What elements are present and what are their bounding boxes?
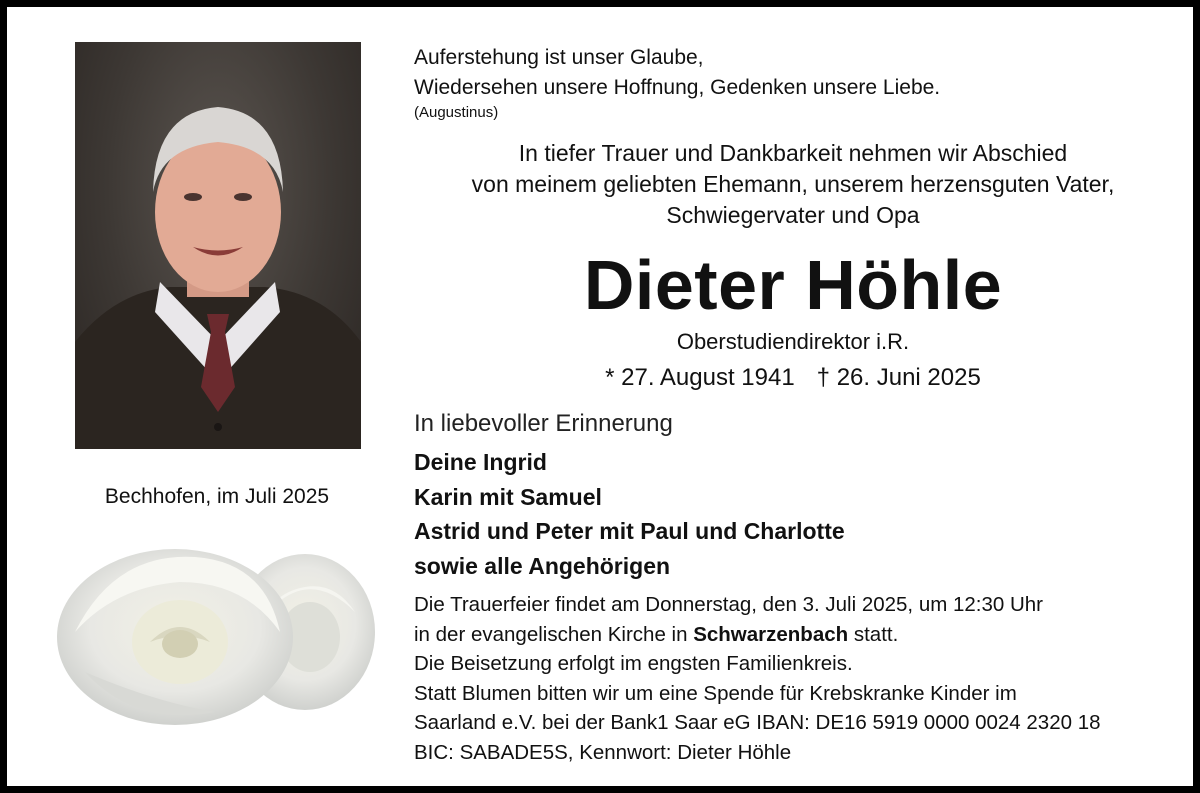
info-line xyxy=(414,620,1101,650)
service-info xyxy=(414,590,1101,767)
family-list xyxy=(414,445,845,583)
church-location: Schwarzenbach xyxy=(693,622,849,646)
life-dates xyxy=(402,364,1184,392)
place-and-date: Bechhofen, im Juli 2025 xyxy=(104,485,330,508)
portrait-photo xyxy=(75,42,361,449)
family-member: Karin mit Samuel xyxy=(414,483,602,510)
family-member: Deine Ingrid xyxy=(414,449,547,475)
info-line: Die Beisetzung erfolgt im engsten Familienkreis. xyxy=(414,652,853,675)
info-line: Statt Blumen bitten wir um eine Spende für Krebskranke Kinder im xyxy=(414,681,1017,705)
intro-text xyxy=(402,138,1184,231)
intro-line: Schwiegervater und Opa xyxy=(666,202,920,228)
quote-block xyxy=(414,43,1184,121)
info-line: Saarland e.V. bei der Bank1 Saar eG IBAN: DE16 5919 0000 0024 2320 18 xyxy=(414,711,1101,734)
intro-line: In tiefer Trauer und Dankbarkeit nehmen wir Abschied xyxy=(518,140,1068,166)
info-line: BIC: SABADE5S, Kennwort: Dieter Höhle xyxy=(414,740,792,764)
quote-source: (Augustinus) xyxy=(414,104,499,121)
white-roses-image xyxy=(55,542,377,727)
family-member: Astrid und Peter mit Paul und Charlotte xyxy=(414,518,845,544)
death-date: † 26. Juni 2025 xyxy=(816,364,981,391)
info-text: in der evangelischen Kirche in xyxy=(414,622,694,646)
quote-line: Auferstehung ist unser Glaube, xyxy=(414,46,704,69)
family-member: sowie alle Angehörigen xyxy=(414,552,671,579)
deceased-title: Oberstudiendirektor i.R. xyxy=(676,329,910,354)
quote-line: Wiedersehen unsere Hoffnung, Gedenken unsere Liebe. xyxy=(414,76,941,99)
birth-date: * 27. August 1941 xyxy=(605,364,795,391)
intro-line: von meinem geliebten Ehemann, unserem herzensguten Vater, xyxy=(471,171,1115,197)
info-line: Die Trauerfeier findet am Donnerstag, den 3. Juli 2025, um 12:30 Uhr xyxy=(414,593,1044,616)
memory-heading: In liebevoller Erinnerung xyxy=(414,410,673,437)
info-text: statt. xyxy=(848,622,899,646)
deceased-name: Dieter Höhle xyxy=(583,246,1003,324)
